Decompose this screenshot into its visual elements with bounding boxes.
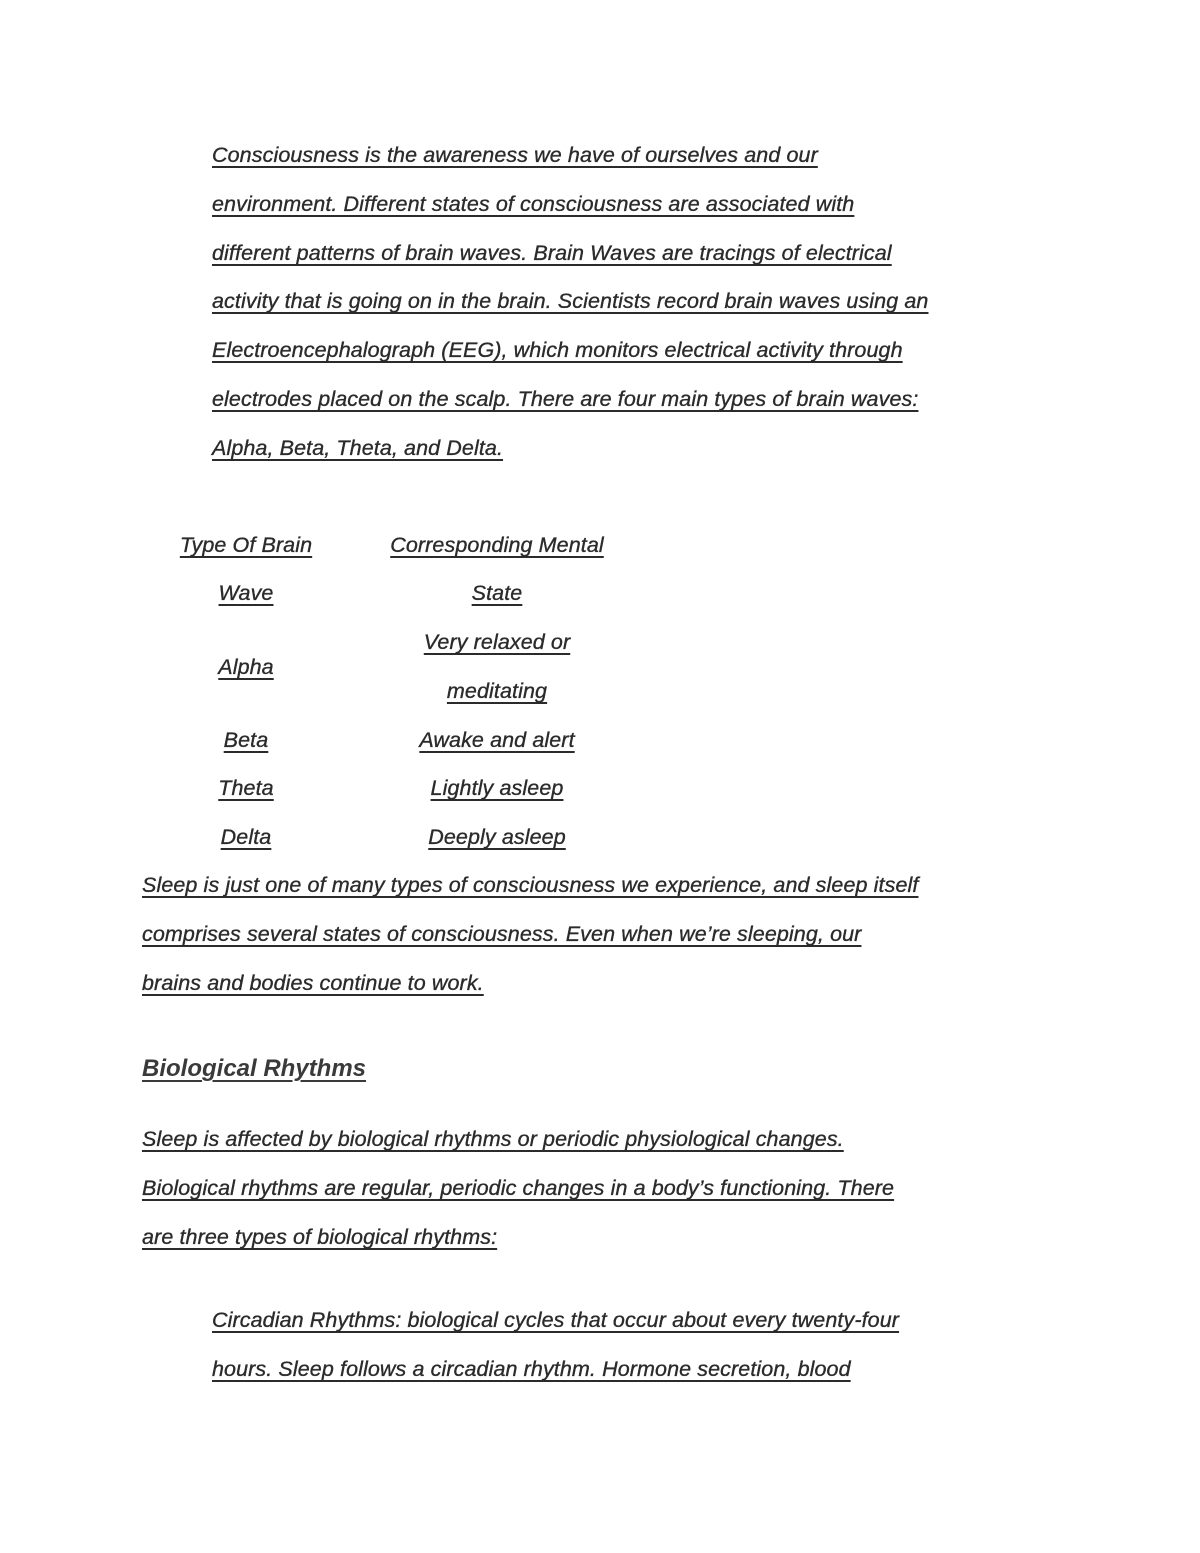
table-cell-wave: Delta (220, 825, 272, 849)
rhythms-line: are three types of biological rhythms: (142, 1225, 498, 1249)
intro-line: activity that is going on in the brain. Scientists record brain waves using an (212, 289, 929, 313)
table-cell-wave: Beta (223, 728, 269, 752)
table-cell-state: Very relaxed or (423, 630, 571, 654)
circadian-line: Circadian Rhythms: biological cycles that occur about every twenty-four (212, 1308, 900, 1332)
sleep-line: Sleep is just one of many types of consciousness we experience, and sleep itself (142, 873, 919, 897)
section-heading: Biological Rhythms (142, 1055, 367, 1082)
intro-line: different patterns of brain waves. Brain Waves are tracings of electrical (212, 241, 892, 265)
table-header-state: State (471, 581, 523, 605)
table-cell-state: meditating (446, 679, 548, 703)
table-header-wave: Wave (218, 581, 274, 605)
table-cell-state: Lightly asleep (430, 776, 564, 800)
table-cell-state: Awake and alert (419, 728, 575, 752)
circadian-line: hours. Sleep follows a circadian rhythm. Hormone secretion, blood (212, 1357, 851, 1381)
rhythms-line: Sleep is affected by biological rhythms or periodic physiological changes. (142, 1127, 844, 1151)
intro-line: environment. Different states of consciousness are associated with (212, 192, 855, 216)
table-cell-state: Deeply asleep (428, 825, 566, 849)
table-header-wave: Type Of Brain (179, 533, 313, 557)
intro-line: Consciousness is the awareness we have of ourselves and our (212, 143, 818, 167)
table-header-state: Corresponding Mental (390, 533, 604, 557)
table-cell-wave: Alpha (218, 655, 274, 679)
sleep-line: comprises several states of consciousness. Even when we’re sleeping, our (142, 922, 862, 946)
intro-line: Alpha, Beta, Theta, and Delta. (212, 436, 504, 460)
intro-line: Electroencephalograph (EEG), which monitors electrical activity through (212, 338, 903, 362)
sleep-line: brains and bodies continue to work. (142, 971, 484, 995)
intro-line: electrodes placed on the scalp. There are four main types of brain waves: (212, 387, 919, 411)
table-cell-wave: Theta (218, 776, 274, 800)
rhythms-line: Biological rhythms are regular, periodic changes in a body’s functioning. There (142, 1176, 895, 1200)
